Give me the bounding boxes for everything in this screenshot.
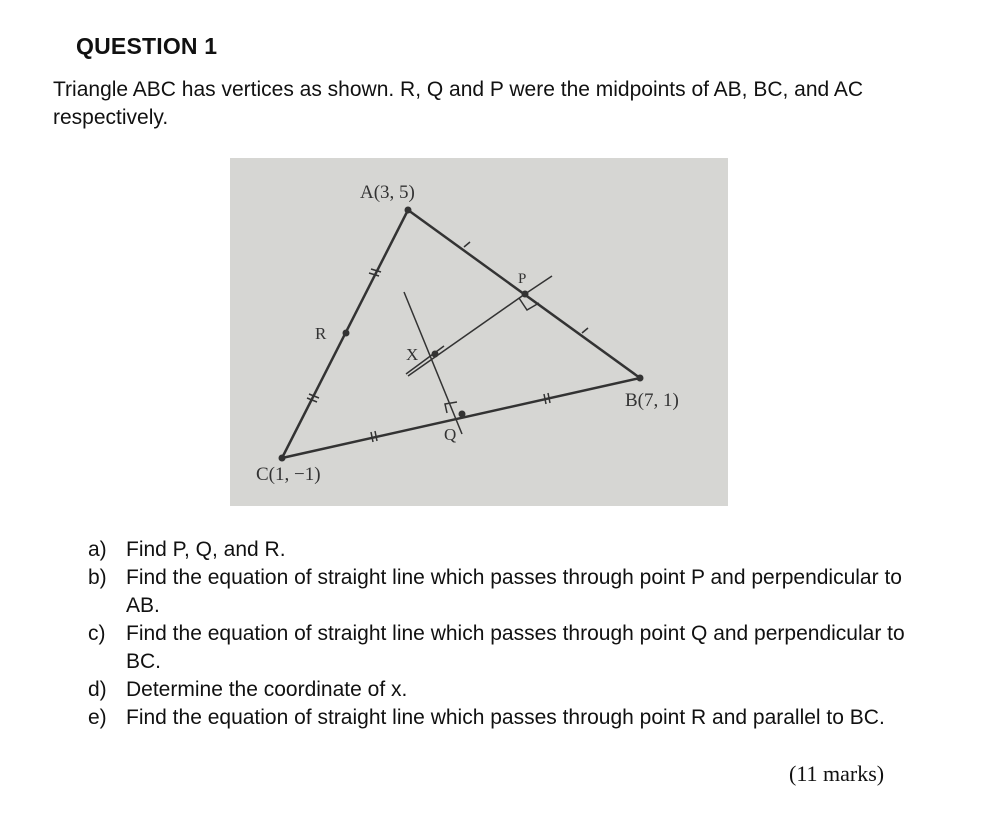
perpendicular-extension-p — [525, 276, 552, 294]
part-d-label: d) — [88, 678, 107, 701]
point-q-label: Q — [444, 425, 457, 444]
part-a — [88, 536, 908, 564]
point-p-label: P — [518, 271, 527, 287]
total-marks: (11 marks) — [789, 761, 885, 786]
part-d — [88, 676, 908, 704]
question-title: QUESTION 1 — [76, 33, 218, 59]
point-q-dot — [459, 411, 466, 418]
vertex-c-dot — [279, 455, 286, 462]
point-x-label: X — [406, 345, 419, 364]
part-e-label: e) — [88, 706, 107, 729]
part-b — [88, 564, 908, 620]
right-angle-marker-p — [519, 298, 539, 310]
vertex-a-dot — [405, 207, 412, 214]
part-a-label: a) — [88, 538, 107, 561]
triangle-diagram — [230, 158, 728, 506]
part-e — [88, 704, 908, 732]
part-a-text: Find P, Q, and R. — [126, 538, 286, 561]
vertex-b-dot — [637, 375, 644, 382]
part-d-text: Determine the coordinate of x. — [126, 678, 408, 701]
side-cb — [282, 378, 640, 458]
part-c-text: Find the equation of straight line which passes through point Q and perpendicular to BC. — [126, 622, 905, 673]
part-c — [88, 620, 908, 676]
perpendicular-through-p — [408, 294, 525, 376]
vertex-b-label: B(7, 1) — [625, 390, 679, 411]
point-r-dot — [343, 330, 350, 337]
part-e-text: Find the equation of straight line which passes through point R and parallel to BC. — [126, 706, 885, 729]
part-c-label: c) — [88, 622, 106, 645]
vertex-c-label: C(1, −1) — [256, 464, 321, 485]
part-b-text: Find the equation of straight line which passes through point P and perpendicular to AB. — [126, 566, 902, 617]
point-r-label: R — [315, 324, 327, 343]
vertex-a-label: A(3, 5) — [360, 182, 415, 203]
triangle-figure — [230, 158, 728, 506]
part-b-label: b) — [88, 566, 107, 589]
point-x-dot — [432, 351, 439, 358]
question-parts — [88, 536, 908, 732]
question-intro: Triangle ABC has vertices as shown. R, Q and P were the midpoints of AB, BC, and AC respectively. — [53, 78, 864, 129]
point-p-dot — [522, 291, 529, 298]
